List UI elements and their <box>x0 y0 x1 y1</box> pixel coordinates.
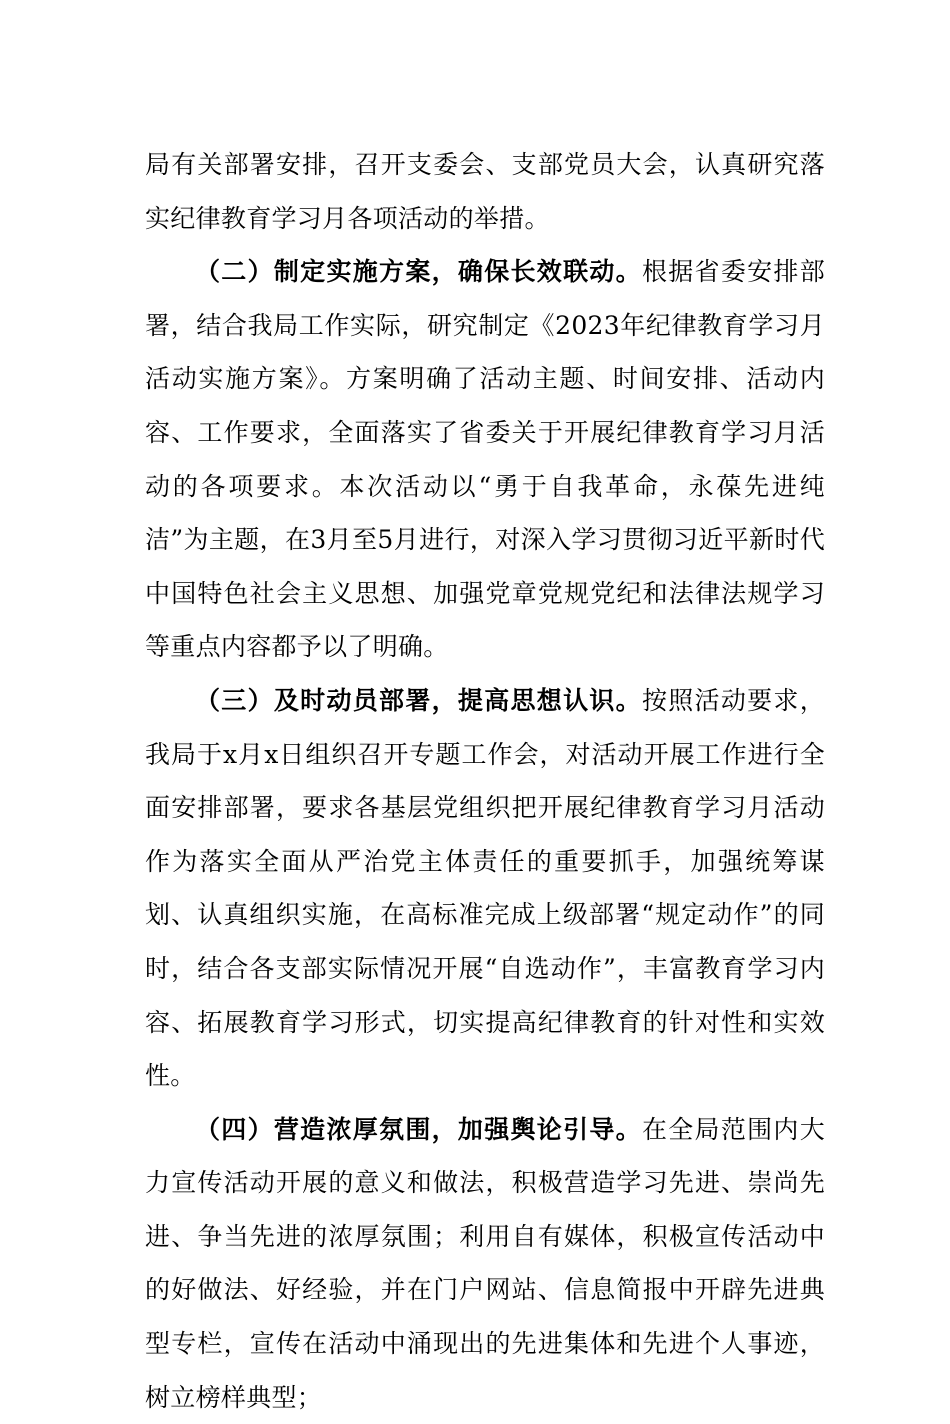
paragraph-body: 局有关部署安排，召开支委会、支部党员大会，认真研究落实纪律教育学习月各项活动的举措。 <box>145 150 825 233</box>
document-body <box>145 138 825 1424</box>
paragraph-heading: （四）营造浓厚氛围，加强舆论引导。 <box>195 1114 642 1144</box>
paragraph-body: 在全局范围内大力宣传活动开展的意义和做法，积极营造学习先进、崇尚先进、争当先进的浓厚氛围；利用自有媒体，积极宣传活动中的好做法、好经验，并在门户网站、信息简报中开辟先进典型专栏，宣传在活动中涌现出的先进集体和先进个人事迹，树立榜样典型； <box>145 1114 825 1412</box>
paragraph-body: 根据省委安排部署，结合我局工作实际，研究制定《2023年纪律教育学习月活动实施方案》。方案明确了活动主题、时间安排、活动内容、工作要求，全面落实了省委关于开展纪律教育学习月活动的各项要求。本次活动以“勇于自我革命，永葆先进纯洁”为主题，在3月至5月进行，对深入学习贯彻习近平新时代中国特色社会主义思想、加强党章党规党纪和法律法规学习等重点内容都予以了明确。 <box>145 257 825 662</box>
paragraph-implementation-plan <box>145 245 825 674</box>
paragraph-heading: （三）及时动员部署，提高思想认识。 <box>195 685 642 715</box>
paragraph-mobilization <box>145 674 825 1103</box>
paragraph-atmosphere <box>145 1103 825 1424</box>
paragraph-heading: （二）制定实施方案，确保长效联动。 <box>195 257 642 287</box>
paragraph-body: 按照活动要求，我局于x月x日组织召开专题工作会，对活动开展工作进行全面安排部署，要求各基层党组织把开展纪律教育学习月活动作为落实全面从严治党主体责任的重要抓手，加强统筹谋划、认真组织实施，在高标准完成上级部署“规定动作”的同时，结合各支部实际情况开展“自选动作”，丰富教育学习内容、拓展教育学习形式，切实提高纪律教育的针对性和实效性。 <box>145 685 825 1091</box>
paragraph-continuation <box>145 138 825 245</box>
